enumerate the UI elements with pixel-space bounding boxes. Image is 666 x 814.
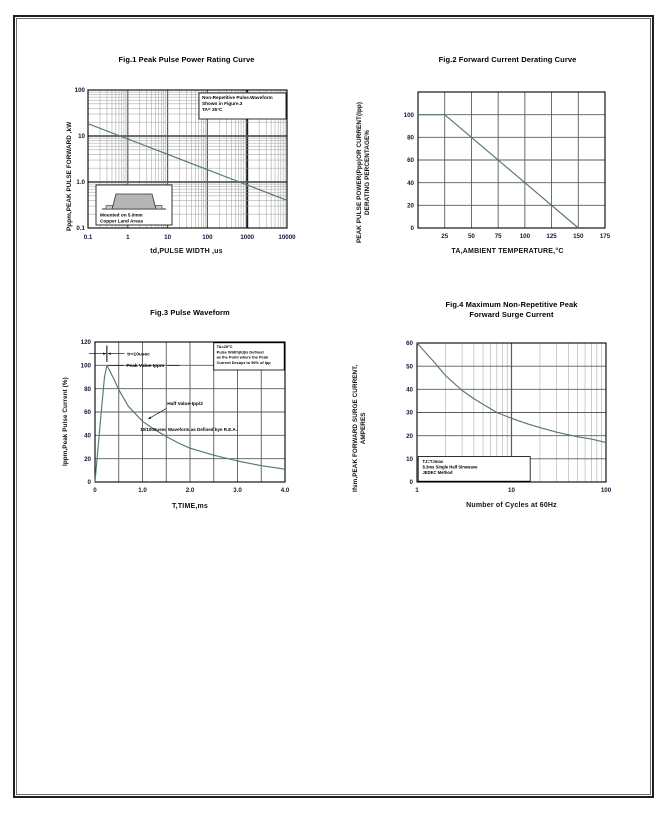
svg-text:60: 60 xyxy=(84,409,91,417)
fig2-y-axis-label-line1: PEAK PULSE POWER(Ppp)OR CURRENT(Ipp) xyxy=(356,101,363,243)
figure-fig1 xyxy=(58,55,303,277)
svg-text:20: 20 xyxy=(406,432,413,440)
svg-text:10: 10 xyxy=(508,487,515,494)
svg-text:Mounted on 5.0mm: Mounted on 5.0mm xyxy=(100,212,143,218)
svg-text:0: 0 xyxy=(409,479,413,487)
svg-text:25: 25 xyxy=(441,233,449,240)
svg-text:Half Value-Ipp/2: Half Value-Ipp/2 xyxy=(167,402,203,407)
svg-text:Pulse Width(td)is Defined: Pulse Width(td)is Defined xyxy=(216,349,264,355)
figure-fig4 xyxy=(348,296,626,530)
fig2-title: Fig.2 Forward Current Derating Curve xyxy=(438,55,577,64)
fig1-x-axis-label: td,PULSE WIDTH ,us xyxy=(150,248,223,255)
svg-text:as the Point where the Peak: as the Point where the Peak xyxy=(216,354,269,360)
svg-text:Shown in Figure.3: Shown in Figure.3 xyxy=(202,101,243,106)
svg-text:1: 1 xyxy=(415,487,419,494)
svg-text:100: 100 xyxy=(80,362,91,370)
svg-text:60: 60 xyxy=(407,157,414,165)
fig1-title: Fig.1 Peak Pulse Power Rating Curve xyxy=(118,55,255,64)
svg-text:TA= 25°C: TA= 25°C xyxy=(202,107,223,112)
svg-text:4.0: 4.0 xyxy=(280,487,290,494)
svg-text:120: 120 xyxy=(80,339,91,347)
svg-text:8.3ms Single Half Sinewave: 8.3ms Single Half Sinewave xyxy=(422,464,478,470)
svg-text:0.1: 0.1 xyxy=(76,225,85,233)
svg-text:100: 100 xyxy=(74,87,85,95)
svg-text:TJ=TJmax: TJ=TJmax xyxy=(422,459,444,465)
fig4-y-axis-label-line1: Ifsm,PEAK FORWARD SURGE CURRENT, xyxy=(352,364,359,492)
svg-text:60: 60 xyxy=(406,340,413,348)
svg-text:Non-Repetitive Pulse.Waveform: Non-Repetitive Pulse.Waveform xyxy=(202,95,273,100)
svg-text:80: 80 xyxy=(84,385,91,393)
svg-text:40: 40 xyxy=(407,179,414,187)
svg-text:Copper Land Areas: Copper Land Areas xyxy=(100,218,144,224)
fig1-plot xyxy=(58,83,303,275)
svg-text:0.1: 0.1 xyxy=(83,234,93,241)
fig2-y-axis-label-line2: DERATING PERCENTAGE% xyxy=(363,129,371,215)
svg-text:TA=25°C: TA=25°C xyxy=(216,344,233,350)
svg-text:10000: 10000 xyxy=(278,234,296,241)
svg-text:10: 10 xyxy=(164,234,172,241)
svg-text:40: 40 xyxy=(406,386,413,394)
svg-text:100: 100 xyxy=(519,233,531,240)
fig3-title: Fig.3 Pulse Waveform xyxy=(150,308,230,317)
fig2-x-axis-label: TA,AMBIENT TEMPERATURE,°C xyxy=(451,248,564,255)
svg-text:1000: 1000 xyxy=(240,234,255,241)
fig2-plot xyxy=(350,85,626,272)
svg-text:100: 100 xyxy=(202,234,213,241)
fig3-y-axis-label: Ippm,Peak Pulse Current (%) xyxy=(62,377,69,466)
svg-text:50: 50 xyxy=(467,233,475,240)
svg-text:100: 100 xyxy=(600,487,612,494)
svg-text:20: 20 xyxy=(84,455,91,463)
svg-text:10/1000usec Waveform as Defin: 10/1000usec Waveform as Defined bye R.E.A. xyxy=(140,427,238,433)
svg-text:175: 175 xyxy=(599,233,611,240)
svg-text:100: 100 xyxy=(403,111,414,119)
svg-text:3.0: 3.0 xyxy=(233,487,242,494)
svg-text:1.0: 1.0 xyxy=(76,179,85,187)
figure-fig2 xyxy=(350,55,626,277)
svg-text:1: 1 xyxy=(126,234,130,241)
svg-text:2.0: 2.0 xyxy=(185,487,195,494)
svg-text:20: 20 xyxy=(407,202,414,210)
fig4-x-axis-label: Number of Cycles at 60Hz xyxy=(466,502,557,509)
fig4-plot xyxy=(348,330,626,524)
svg-text:0: 0 xyxy=(93,487,97,494)
fig1-y-axis-label: Pppm,PEAK PULSE FORWARD ,kW xyxy=(66,121,73,231)
fig3-plot xyxy=(48,332,303,522)
svg-text:50: 50 xyxy=(406,363,413,371)
svg-text:40: 40 xyxy=(84,432,91,440)
svg-text:0: 0 xyxy=(410,225,414,233)
svg-text:JEDEC Method: JEDEC Method xyxy=(422,470,453,476)
svg-text:10: 10 xyxy=(78,133,85,141)
svg-text:Peak Value Ippm: Peak Value Ippm xyxy=(126,364,165,370)
svg-text:30: 30 xyxy=(406,409,413,417)
svg-text:0: 0 xyxy=(87,479,91,487)
fig4-title-line1: Fig.4 Maximum Non-Repetitive Peak xyxy=(445,300,578,309)
svg-text:10: 10 xyxy=(406,456,413,464)
svg-text:80: 80 xyxy=(407,134,414,142)
svg-text:tr=10usec: tr=10usec xyxy=(127,352,150,358)
svg-text:75: 75 xyxy=(494,233,502,240)
fig3-x-axis-label: T,TIME,ms xyxy=(171,503,209,510)
svg-text:1.0: 1.0 xyxy=(138,487,147,494)
svg-text:150: 150 xyxy=(573,233,584,240)
svg-text:125: 125 xyxy=(546,233,557,240)
svg-text:Current Decays to 50% of Ipp: Current Decays to 50% of Ipp xyxy=(216,359,271,365)
fig4-title-line2: Forward Surge Current xyxy=(469,310,554,319)
fig4-y-axis-label-line2: AMPERES xyxy=(359,412,367,445)
figure-fig3 xyxy=(48,300,303,528)
